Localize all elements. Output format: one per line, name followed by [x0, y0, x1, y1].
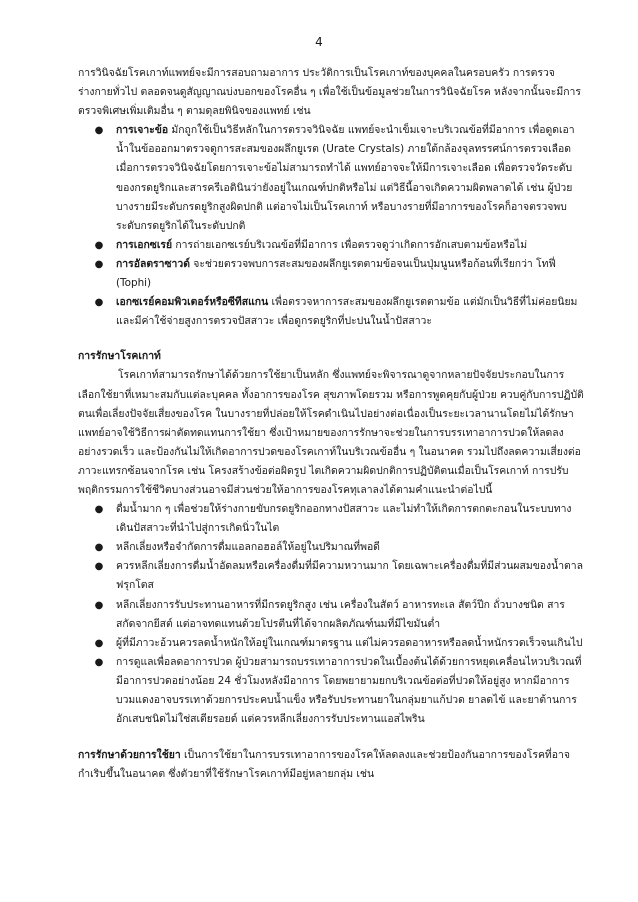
document-body [78, 64, 584, 784]
list-item [94, 653, 584, 729]
bullet-icon: ● [94, 504, 104, 516]
list-item-term: การเอกซเรย์ [116, 238, 173, 251]
list-item [94, 121, 584, 236]
list-item-text: หลีกเลี่ยงการรับประทานอาหารที่มีกรดยูริกสูง เช่น เครื่องในสัตว์ อาหารทะเล สัตว์ปีก ถั่วบางชนิด สารสกัดจากยีสต์ แต่อาจทดแทนด้วยโปรตีนที่ได้จากผลิตภัณฑ์นมที่มีไขมันต่ำ [116, 598, 565, 630]
list-item-text: เพื่อตรวจหาการสะสมของผลึกยูเรตตามข้อ แต่มักเป็นวิธีที่ไม่ค่อยนิยม และมีค่าใช้จ่ายสูงการตรวจปัสสาวะ เพื่อดูกรดยูริกที่ปะปนในน้ำปัสสาวะ [116, 296, 578, 328]
drug-treatment-term: การรักษาด้วยการใช้ยา [78, 749, 181, 762]
bullet-icon: ● [94, 239, 104, 251]
list-item [94, 293, 584, 331]
bullet-icon: ● [94, 656, 104, 668]
treatment-heading: การรักษาโรคเกาท์ [78, 350, 161, 363]
page-number: 4 [315, 35, 323, 49]
list-item-term: เอกซเรย์คอมพิวเตอร์หรือซีทีสแกน [116, 296, 269, 309]
list-item [94, 255, 584, 293]
list-item [94, 500, 584, 538]
bullet-icon: ● [94, 637, 104, 649]
bullet-icon: ● [94, 297, 104, 309]
list-item-term: การอัลตราซาวด์ [116, 257, 190, 270]
bullet-icon: ● [94, 542, 104, 554]
list-item-text: หลีกเลี่ยงหรือจำกัดการดื่มแอลกอฮอล์ให้อยู่ในปริมาณที่พอดี [116, 541, 380, 554]
list-item-text: ดื่มน้ำมาก ๆ เพื่อช่วยให้ร่างกายขับกรดยูริกออกทางปัสสาวะ และไม่ทำให้เกิดการตกตะกอนในระบบทางเดินปัสสาวะที่นำไปสู่การเกิดนิ่วในไต [116, 503, 572, 535]
list-item-text: การถ่ายเอกซเรย์บริเวณข้อที่มีอาการ เพื่อตรวจดูว่าเกิดการอักเสบตามข้อหรือไม่ [172, 238, 528, 251]
treatment-paragraph: โรคเกาท์สามารถรักษาได้ด้วยการใช้ยาเป็นหลัก ซึ่งแพทย์จะพิจารณาดูจากหลายปัจจัยประกอบในการเลือกใช้ยาที่เหมาะสมกับแต่ละบุคคล ทั้งอาการของโรค สุขภาพโดยรวม หรือการพูดคุยกับผู้ป่วย ควบคู่กับการปฏิบัติตนเพื่อเลี่ยงปัจจัยเสี่ยงของโรค ในบางรายที่ปล่อยให้โรคดำเนินไปอย่างต่อเนื่องเป็นระยะเวลานานโดยไม่ได้รักษา แพทย์อาจใช้วิธีการผ่าตัดทดแทนการใช้ยา ซึ่งเป้าหมายของการรักษาจะช่วยในการบรรเทาอาการปวดให้ลดลงอย่างรวดเร็ว และป้องกันไม่ให้เกิดอาการปวดของโรคเกาท์ในบริเวณข้ออื่น ๆ ในอนาคต รวมไปถึงลดความเสี่ยงต่อภาวะแทรกซ้อนจากโรค เช่น โครงสร้างข้อต่อผิดรูป ไตเกิดความผิดปกติการปฏิบัติตนเมื่อเป็นโรคเกาท์ การปรับพฤติกรรมการใช้ชีวิตบางส่วนอาจมีส่วนช่วยให้อาการของโรคทุเลาลงได้ตามคำแนะนำต่อไปนี้ [78, 369, 584, 496]
bullet-icon: ● [94, 258, 104, 270]
list-item [94, 236, 584, 255]
diagnosis-list [78, 121, 584, 331]
list-item-text: จะช่วยตรวจพบการสะสมของผลึกยูเรตตามข้อจนเป็นปุ่มนูนหรือก้อนที่เรียกว่า โทฟี่ (Tophi) [116, 257, 556, 290]
list-item-text: มักถูกใช้เป็นวิธีหลักในการตรวจวินิจฉัย แพทย์จะนำเข็มเจาะบริเวณข้อที่มีอาการ เพื่อดูดเอาน้ำในข้อออกมาตรวจดูการสะสมของผลึกยูเรต (Urate Crystals) ภายใต้กล้องจุลทรรศน์การตรวจเลือด เมื่อการตรวจวินิจฉัยโดยการเจาะข้อไม่สามารถทำได้ แพทย์อาจจะให้มีการเจาะเลือด เพื่อตรวจวัดระดับของกรดยูริกและสารครีเอตินินว่ายังอยู่ในเกณฑ์ปกติหรือไม่ แต่วิธีนี้อาจเกิดความผิดพลาดได้ เช่น ผู้ป่วยบางรายมีระดับกรดยูริกสูงผิดปกติ แต่อาจไม่เป็นโรคเกาท์ หรือบางรายที่มีอาการของโรคก็อาจตรวจพบระดับกรดยูริกได้ในระดับปกติ [116, 124, 575, 232]
advice-list [78, 500, 584, 729]
list-item-text: ควรหลีกเลี่ยงการดื่มน้ำอัดลมหรือเครื่องดื่มที่มีความหวานมาก โดยเฉพาะเครื่องดื่มที่มีส่วนผสมของน้ำตาลฟรุกโตส [116, 560, 583, 592]
list-item [94, 634, 584, 653]
bullet-icon: ● [94, 599, 104, 611]
intro-paragraph: การวินิจฉัยโรคเกาท์แพทย์จะมีการสอบถามอาการ ประวัติการเป็นโรคเกาท์ของบุคคลในครอบครัว การตรวจร่างกายทั่วไป ตลอดจนดูสัญญาณบ่งบอกของโรคอื่น ๆ เพื่อใช้เป็นข้อมูลช่วยในการวินิจฉัยโรค หลังจากนั้นจะมีการตรวจพิเศษเพิ่มเติมอื่น ๆ ตามดุลยพินิจของแพทย์ เช่น [78, 67, 581, 118]
bullet-icon: ● [94, 561, 104, 573]
list-item [94, 557, 584, 595]
drug-treatment-text: เป็นการใช้ยาในการบรรเทาอาการของโรคให้ลดลงและช่วยป้องกันอาการของโรคที่อาจกำเริบขึ้นในอนาคต ซึ่งตัวยาที่ใช้รักษาโรคเกาท์มีอยู่หลายกลุ่ม เช่น [78, 749, 570, 781]
drug-treatment-paragraph [78, 746, 584, 784]
list-item-text: การดูแลเพื่อลดอาการปวด ผู้ป่วยสามารถบรรเทาอาการปวดในเบื้องต้นได้ด้วยการหยุดเคลื่อนไหวบริเวณที่มีอาการปวดอย่างน้อย 24 ชั่วโมงหลังมีอาการ โดยพยายามยกบริเวณข้อต่อที่ปวดให้อยู่สูง หากมีอาการบวมแดงอาจบรรเทาด้วยการประคบน้ำแข็ง หรือรับประทานยาในกลุ่มยาแก้ปวด ยาลดไข้ และยาต้านการอักเสบชนิดไม่ใช่สเตียรอยด์ แต่ควรหลีกเลี่ยงการรับประทานแอสไพริน [116, 655, 582, 726]
list-item [94, 538, 584, 557]
bullet-icon: ● [94, 125, 104, 137]
list-item [94, 596, 584, 634]
list-item-term: การเจาะข้อ [116, 124, 169, 137]
list-item-text: ผู้ที่มีภาวะอ้วนควรลดน้ำหนักให้อยู่ในเกณฑ์มาตรฐาน แต่ไม่ควรอดอาหารหรือลดน้ำหนักรวดเร็วจนเกินไป [116, 636, 583, 649]
